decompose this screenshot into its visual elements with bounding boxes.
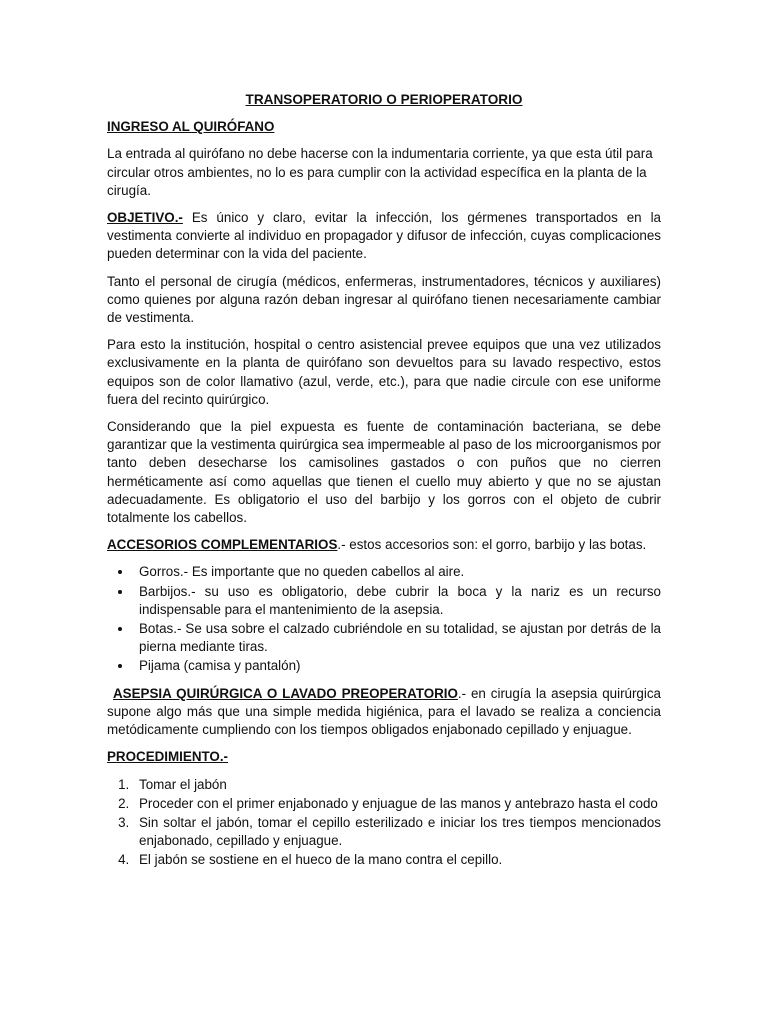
heading-procedimiento: PROCEDIMIENTO.- [107, 749, 229, 765]
list-item: • Botas.- Se usa sobre el calzado cubriéndole en su totalidad, se ajustan por detrás de la pierna mediante tiras. [133, 620, 661, 656]
paragraph-institucion: Para esto la institución, hospital o centro asistencial prevee equipos que una vez utilizados exclusivamente en la planta de quirófano son devueltos para su lavado respectivo, estos equipos son de color llamativo (azul, verde, etc.), para que nadie circule con ese uniforme fuera del recinto quirúrgico. [107, 337, 661, 407]
objetivo-label: OBJETIVO.- [107, 210, 183, 226]
paragraph-objetivo [107, 209, 661, 264]
procedimiento-list [107, 776, 661, 870]
accesorios-list [107, 563, 661, 675]
list-item: • Pijama (camisa y pantalón) [133, 657, 661, 675]
list-item: • Barbijos.- su uso es obligatorio, debe cubrir la boca y la nariz es un recurso indispensable para el mantenimiento de la asepsia. [133, 583, 661, 619]
paragraph-intro: La entrada al quirófano no debe hacerse con la indumentaria corriente, ya que esta útil para circular otros ambientes, no lo es para cumplir con la actividad específica en la planta de la cirugía. [107, 146, 653, 198]
paragraph-accesorios [107, 536, 661, 554]
paragraph-personal: Tanto el personal de cirugía (médicos, enfermeras, instrumentadores, técnicos y auxiliares) como quienes por alguna razón deban ingresar al quirófano tienen necesariamente cambiar de vestimenta. [107, 273, 661, 326]
list-item: 1. Tomar el jabón [133, 776, 661, 794]
objetivo-text: Es único y claro, evitar la infección, los gérmenes transportados en la vestimenta convierte al individuo en propagador y difusor de infección, cuyas complicaciones pueden determinar con la vida del paciente. [107, 210, 661, 262]
paragraph-asepsia [107, 685, 661, 740]
heading-ingreso: INGRESO AL QUIRÓFANO [107, 119, 275, 135]
accesorios-label: ACCESORIOS COMPLEMENTARIOS [107, 537, 338, 553]
document-title: TRANSOPERATORIO O PERIOPERATORIO [245, 92, 523, 107]
list-item: 2. Proceder con el primer enjabonado y enjuague de las manos y antebrazo hasta el codo [133, 795, 661, 813]
list-item: 4. El jabón se sostiene en el hueco de la mano contra el cepillo. [133, 851, 661, 869]
list-item: 3. Sin soltar el jabón, tomar el cepillo esterilizado e iniciar los tres tiempos mencionados enjabonado, cepillado y enjuague. [133, 814, 661, 850]
asepsia-text: .- en cirugía la asepsia quirúrgica supone algo más que una simple medida higiénica, para el lavado se realiza a conciencia metódicamente cumpliendo con los tiempos obligados enjabonado cepillado y enjuague. [107, 685, 661, 738]
asepsia-label: ASEPSIA QUIRÚRGICA O LAVADO PREOPERATORIO [113, 685, 458, 701]
accesorios-text: .- estos accesorios son: el gorro, barbijo y las botas. [337, 537, 647, 553]
paragraph-considerando: Considerando que la piel expuesta es fuente de contaminación bacteriana, se debe garantizar que la vestimenta quirúrgica sea impermeable al paso de los microorganismos por tanto deben desecharse los camisolines gastados o con puños que no cierren herméticamente así como aquellas que tienen el cuello muy abierto y que no se ajustan adecuadamente. Es obligatorio el uso del barbijo y los gorros con el objeto de cubrir totalmente los cabellos. [107, 419, 661, 526]
list-item: • Gorros.- Es importante que no queden cabellos al aire. [133, 563, 661, 581]
